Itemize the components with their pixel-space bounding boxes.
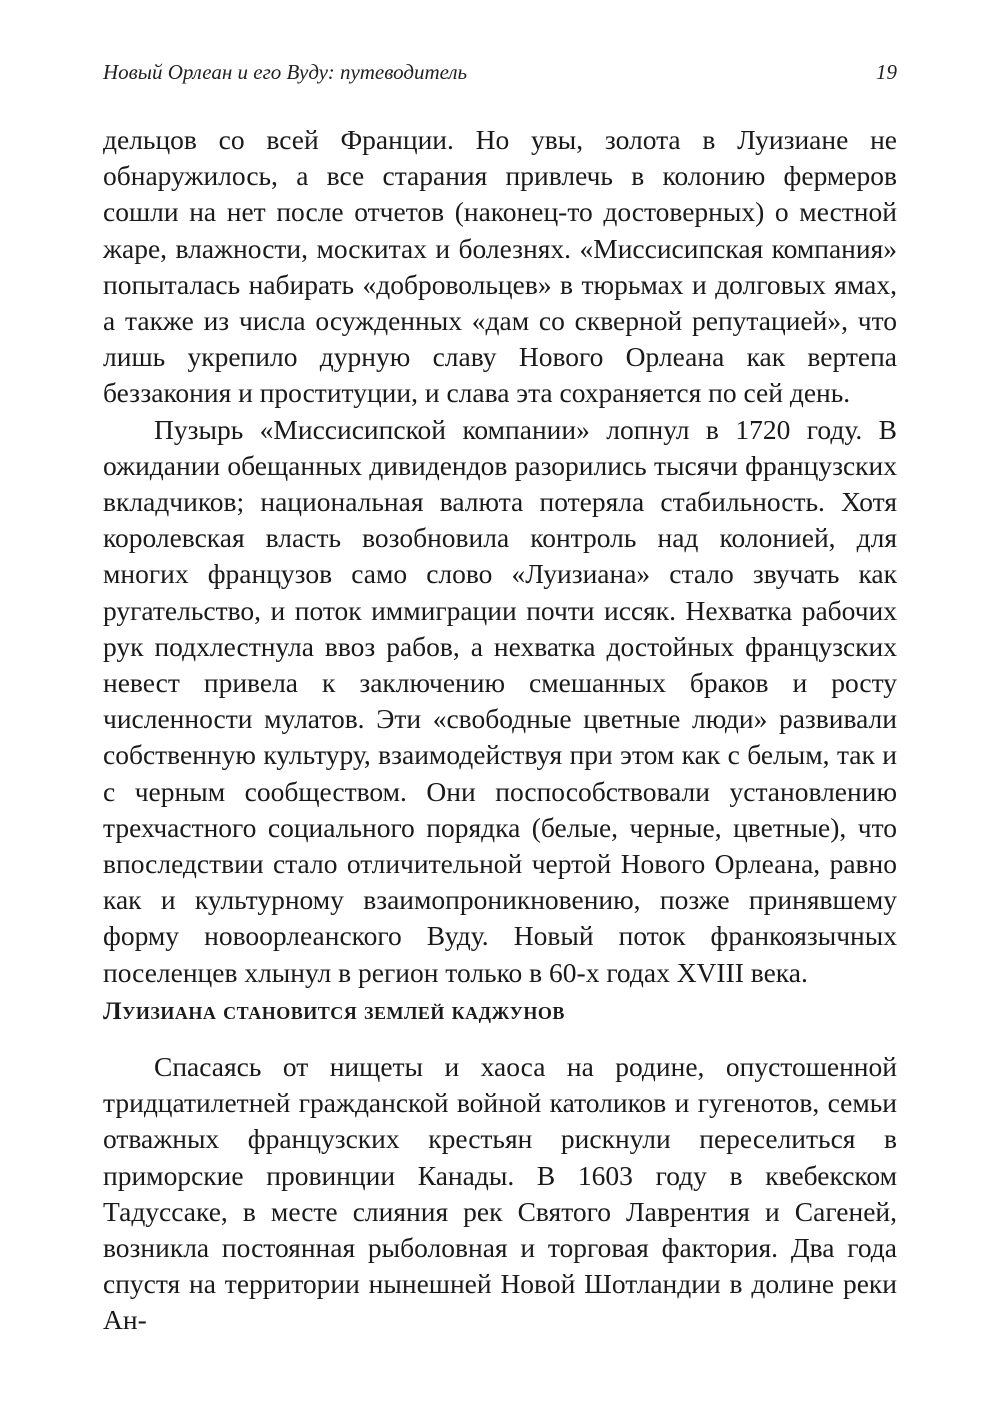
main-text	[103, 122, 897, 991]
running-head	[103, 60, 897, 90]
running-title: Новый Орлеан и его Вуду: путеводитель	[103, 60, 468, 84]
section-heading: Луизиана становится землей каджунов	[103, 998, 565, 1025]
page-number: 19	[876, 60, 897, 84]
paragraph-bubble: Пузырь «Миссисипской компании» лопнул в 1720 году. В ожидании обещанных дивидендов разорились тысячи французских вкладчиков; национальная валюта потеряла стабильность. Хотя королевская власть возобновила контроль над колонией, для многих французов само слово «Луизиана» стало звучать как ругательство, и поток иммиграции почти иссяк. Нехватка рабочих рук подхлестнула ввоз рабов, а нехватка достойных французских невест привела к заключению смешанных браков и росту численности мулатов. Эти «свободные цветные люди» развивали собственную культуру, взаимодействуя при этом как с белым, так и с черным сообществом. Они поспособствовали установлению трехчастного социального порядка (белые, черные, цветные), что впоследствии стало отличительной чертой Нового Орлеана, равно как и культурному взаимопроникновению, позже принявшему форму новоорлеанского Вуду. Новый поток франкоязычных поселенцев хлынул в регион только в 60-х годах XVIII века.	[103, 413, 897, 988]
paragraph-continued: дельцов со всей Франции. Но увы, золота в Луизиане не обнаружилось, а все старания привлечь в колонию фермеров сошли на нет после отчетов (наконец-то достоверных) о местной жаре, влажности, москитах и болезнях. «Миссисипская компания» попыталась набирать «добровольцев» в тюрьмах и долговых ямах, а также из числа осужденных «дам со скверной репутацией», что лишь укрепило дурную славу Нового Орлеана как вертепа беззакония и проституции, и слава эта сохраняется по сей день.	[103, 124, 897, 409]
section-text	[103, 1049, 897, 1339]
paragraph-cajun: Спасаясь от нищеты и хаоса на родине, опустошенной тридцатилетней гражданской войной католиков и гугенотов, семьи отважных французских крестьян рискнули переселиться в приморские провинции Канады. В 1603 году в квебекском Тадуссаке, в месте слияния рек Святого Лаврентия и Сагеней, возникла постоянная рыболовная и торговая фактория. Два года спустя на территории нынешней Новой Шотландии в долине реки Ан-	[103, 1051, 897, 1336]
